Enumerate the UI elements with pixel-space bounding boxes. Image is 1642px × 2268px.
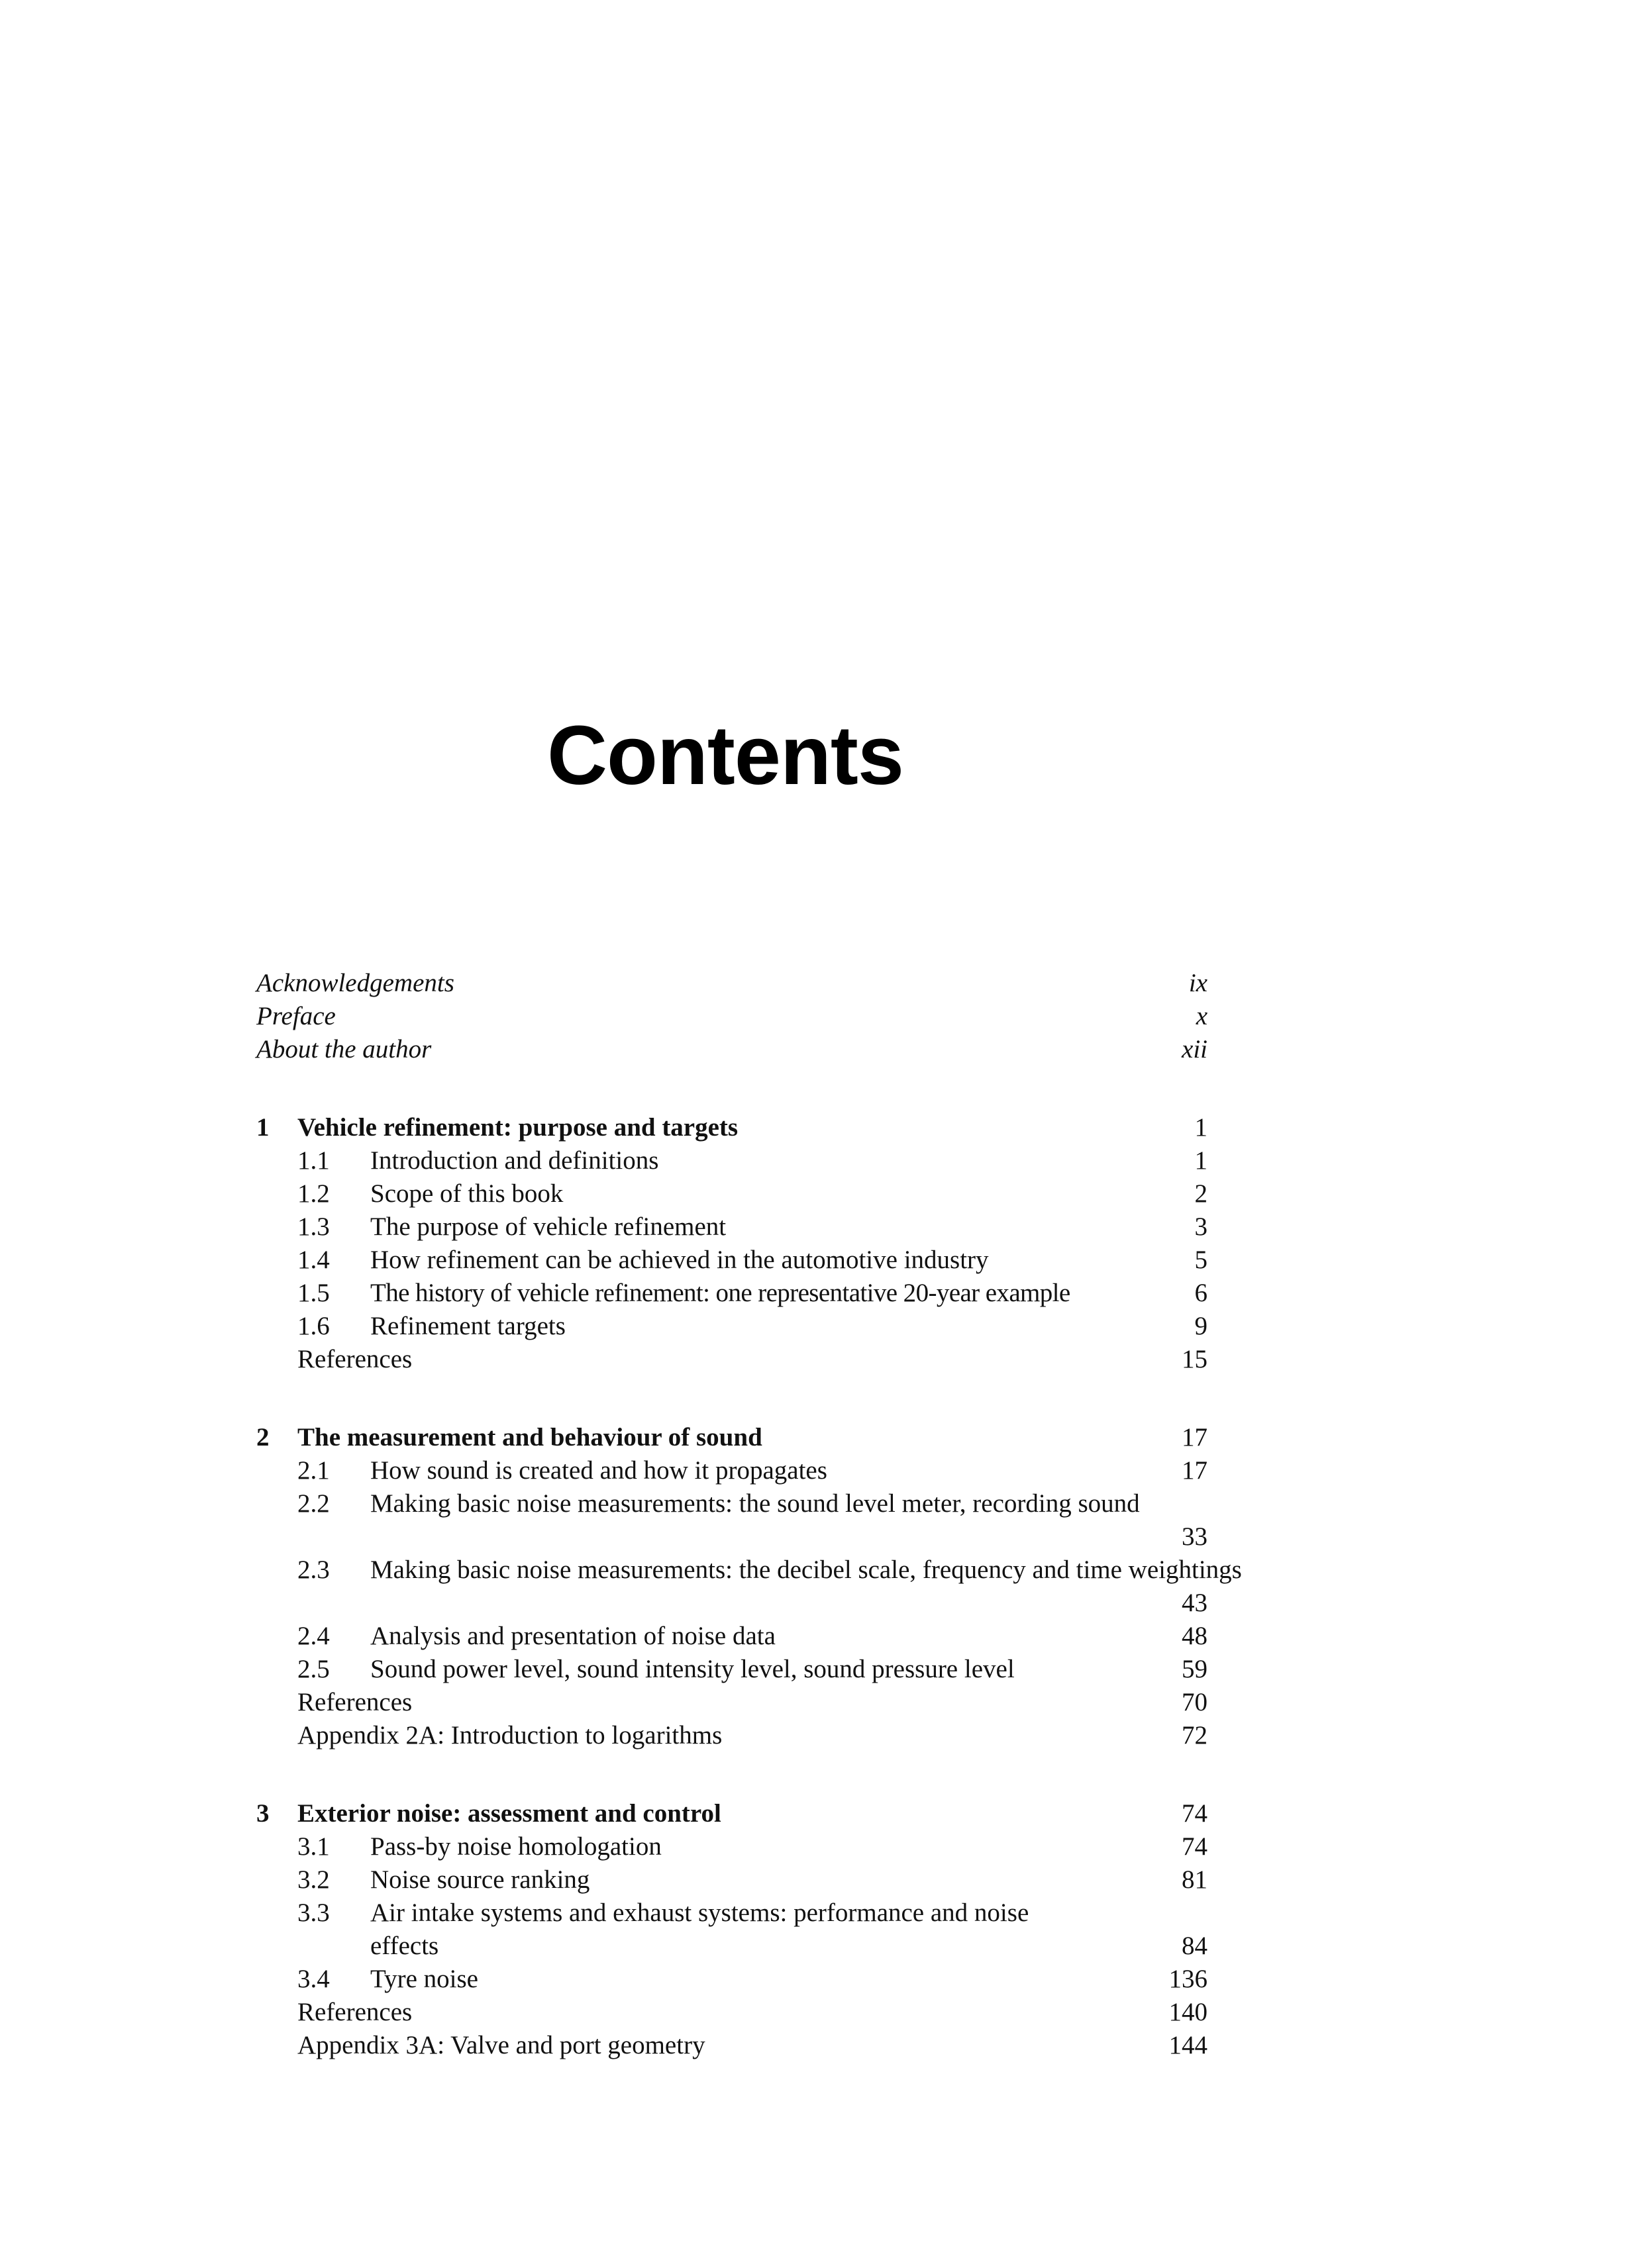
section-number: 2.5 — [297, 1655, 330, 1683]
toc-entry-title: Acknowledgements — [256, 969, 454, 997]
toc-section-2-3[interactable] — [256, 1553, 1242, 1620]
page-title: Contents — [547, 709, 903, 802]
section-number: 2.1 — [297, 1456, 330, 1485]
toc-chapter-2[interactable] — [256, 1421, 1207, 1454]
toc-section-1-2[interactable] — [256, 1177, 1207, 1210]
section-page: 59 — [1182, 1655, 1207, 1683]
toc-section-1-5[interactable] — [256, 1277, 1207, 1310]
section-page: 1 — [1194, 1146, 1207, 1175]
section-number: 3.2 — [297, 1865, 330, 1894]
toc-section-3-3[interactable] — [256, 1897, 1207, 1963]
section-title: Analysis and presentation of noise data — [370, 1622, 776, 1650]
section-page: 6 — [1194, 1279, 1207, 1307]
section-title: Scope of this book — [370, 1179, 564, 1208]
chapter-title: Vehicle refinement: purpose and targets — [297, 1113, 739, 1142]
section-title: Making basic noise measurements: the sound level meter, recording sound — [370, 1489, 1140, 1518]
toc-appendix-3a[interactable] — [256, 2029, 1207, 2062]
section-page: 48 — [1182, 1622, 1207, 1650]
section-title: Introduction and definitions — [370, 1146, 659, 1175]
section-title: Noise source ranking — [370, 1865, 590, 1894]
toc-entry-acknowledgements[interactable] — [256, 967, 1207, 1000]
section-title: Air intake systems and exhaust systems: performance and noise effects — [370, 1898, 1029, 1960]
toc-section-2-4[interactable] — [256, 1620, 1207, 1653]
section-number: 1.2 — [297, 1179, 330, 1208]
section-title: The history of vehicle refinement: one representative 20-year example — [370, 1279, 1070, 1307]
toc-section-1-6[interactable] — [256, 1310, 1207, 1343]
section-title: The purpose of vehicle refinement — [370, 1212, 727, 1241]
toc-section-3-4[interactable] — [256, 1963, 1207, 1996]
misc-page: 70 — [1182, 1688, 1207, 1716]
toc-section-1-3[interactable] — [256, 1210, 1207, 1244]
section-page: 2 — [1194, 1179, 1207, 1208]
section-title: Pass-by noise homologation — [370, 1832, 662, 1861]
table-of-contents — [256, 967, 1242, 2062]
chapter-title: Exterior noise: assessment and control — [297, 1799, 721, 1828]
section-page: 136 — [1168, 1965, 1207, 1993]
toc-entry-title: Preface — [256, 1002, 336, 1030]
toc-chapter-1[interactable] — [256, 1111, 1207, 1144]
misc-title: References — [297, 1998, 413, 2026]
section-page: 33 — [1182, 1522, 1207, 1551]
chapter-number: 1 — [256, 1113, 270, 1142]
section-number: 2.3 — [297, 1555, 330, 1584]
misc-page: 140 — [1168, 1998, 1207, 2026]
section-number: 3.1 — [297, 1832, 330, 1861]
section-page: 43 — [1182, 1589, 1207, 1617]
section-number: 3.3 — [297, 1898, 330, 1927]
section-title: Tyre noise — [370, 1965, 478, 1993]
section-number: 2.2 — [297, 1489, 330, 1518]
toc-entry-page: ix — [1188, 969, 1207, 997]
toc-references-2[interactable] — [256, 1686, 1207, 1719]
chapter-page: 1 — [1194, 1113, 1207, 1142]
misc-page: 72 — [1182, 1721, 1207, 1750]
toc-entry-preface[interactable] — [256, 1000, 1207, 1033]
section-title: How refinement can be achieved in the automotive industry — [370, 1246, 989, 1274]
chapter-page: 74 — [1182, 1799, 1207, 1828]
toc-section-1-1[interactable] — [256, 1144, 1207, 1177]
misc-title: Appendix 3A: Valve and port geometry — [297, 2031, 705, 2059]
toc-entry-about-the-author[interactable] — [256, 1033, 1207, 1066]
section-title: Making basic noise measurements: the decibel scale, frequency and time weightings — [370, 1555, 1242, 1584]
misc-title: Appendix 2A: Introduction to logarithms — [297, 1721, 723, 1750]
toc-section-3-2[interactable] — [256, 1863, 1207, 1897]
toc-section-2-1[interactable] — [256, 1454, 1207, 1487]
chapter-page: 17 — [1182, 1423, 1207, 1452]
section-number: 2.4 — [297, 1622, 330, 1650]
section-page: 17 — [1182, 1456, 1207, 1485]
toc-section-3-1[interactable] — [256, 1830, 1207, 1863]
section-number: 1.1 — [297, 1146, 330, 1175]
section-title: Refinement targets — [370, 1312, 566, 1340]
toc-section-2-2[interactable] — [256, 1487, 1207, 1553]
toc-entry-page: x — [1196, 1002, 1207, 1030]
toc-chapter-3[interactable] — [256, 1797, 1207, 1830]
section-page: 9 — [1194, 1312, 1207, 1340]
misc-title: References — [297, 1345, 413, 1373]
toc-appendix-2a[interactable] — [256, 1719, 1207, 1752]
chapter-title: The measurement and behaviour of sound — [297, 1423, 762, 1452]
misc-title: References — [297, 1688, 413, 1716]
section-page: 84 — [1182, 1932, 1207, 1960]
section-page: 74 — [1182, 1832, 1207, 1861]
chapter-number: 3 — [256, 1799, 270, 1828]
toc-entry-page: xii — [1182, 1035, 1207, 1063]
toc-section-1-4[interactable] — [256, 1244, 1207, 1277]
toc-references-3[interactable] — [256, 1996, 1207, 2029]
toc-references-1[interactable] — [256, 1343, 1207, 1376]
chapter-number: 2 — [256, 1423, 270, 1452]
misc-page: 144 — [1168, 2031, 1207, 2059]
section-page: 81 — [1182, 1865, 1207, 1894]
section-number: 1.5 — [297, 1279, 330, 1307]
section-title: How sound is created and how it propagates — [370, 1456, 827, 1485]
section-page: 5 — [1194, 1246, 1207, 1274]
toc-entry-title: About the author — [256, 1035, 432, 1063]
section-number: 1.3 — [297, 1212, 330, 1241]
section-number: 1.6 — [297, 1312, 330, 1340]
section-title: Sound power level, sound intensity level, sound pressure level — [370, 1655, 1015, 1683]
section-page: 3 — [1194, 1212, 1207, 1241]
toc-section-2-5[interactable] — [256, 1653, 1207, 1686]
section-number: 1.4 — [297, 1246, 330, 1274]
misc-page: 15 — [1182, 1345, 1207, 1373]
section-number: 3.4 — [297, 1965, 330, 1993]
